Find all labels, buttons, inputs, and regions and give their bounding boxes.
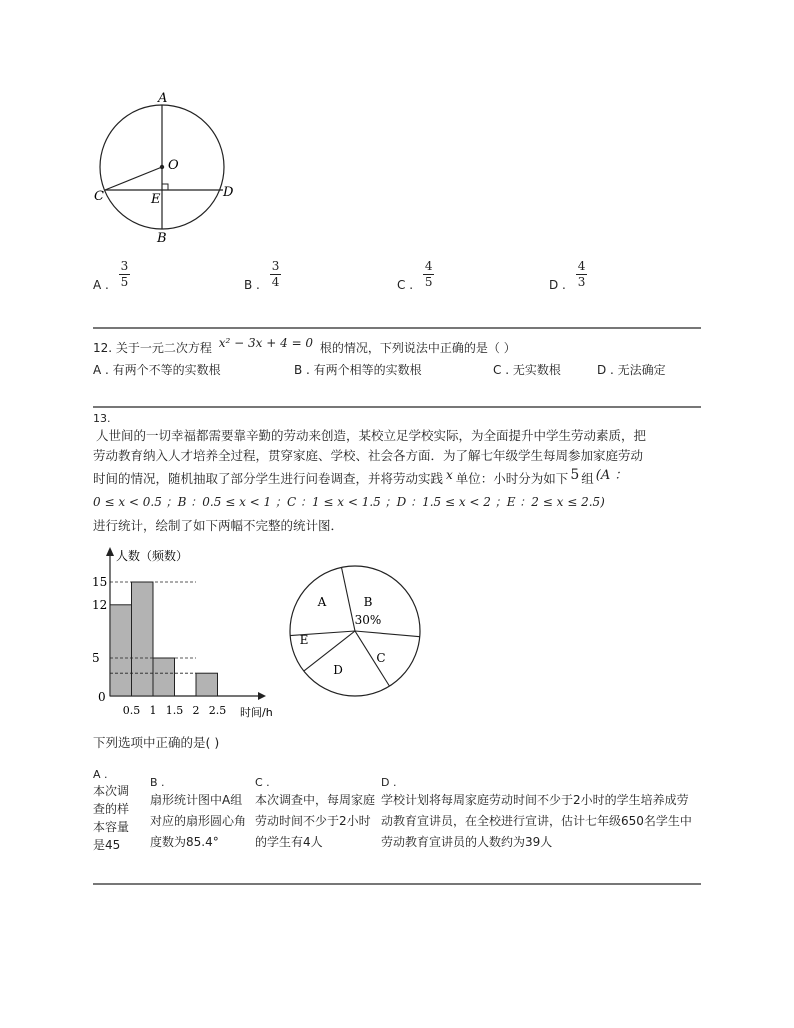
option-label: A .: [93, 277, 109, 292]
q13-option-c[interactable]: [255, 776, 377, 853]
q12-option-a[interactable]: A . 有两个不等的实数根: [93, 363, 221, 377]
right-angle-mark: [162, 184, 168, 190]
y-axis-title: 人数（频数）: [116, 549, 189, 563]
y-tick-label: 12: [92, 597, 108, 612]
line3-text: 时间的情况，随机抽取了部分学生进行问卷调查，并将劳动实践: [93, 471, 444, 486]
pie-slice-label-b: B: [363, 595, 373, 609]
question-suffix: 根的情况，下列说法中正确的是（ ）: [319, 341, 516, 355]
divider: [93, 406, 701, 408]
q13-option-a[interactable]: [93, 768, 139, 854]
q12-option-b[interactable]: B . 有两个相等的实数根: [294, 363, 422, 377]
option-text: 扇形统计图中A组对应的扇形圆心角度数为85.4°: [150, 793, 247, 849]
center-point: [160, 165, 164, 169]
denominator: 4: [271, 275, 280, 289]
option-label: C .: [255, 776, 270, 789]
q11-option-c[interactable]: [397, 259, 434, 292]
q12-option-d[interactable]: D . 无法确定: [597, 363, 666, 377]
segment-co: [105, 167, 162, 190]
pie-slice-label-c: C: [376, 651, 386, 665]
histogram-bar-a: [110, 605, 132, 696]
pie-slice-label-a: A: [317, 595, 327, 609]
question-prefix: 关于一元二次方程: [115, 341, 212, 355]
q13-line-5: 进行统计，绘制了如下两幅不完整的统计图．: [93, 518, 344, 533]
denominator: 3: [577, 275, 586, 289]
option-text: 本次调查中，每周家庭劳动时间不少于2小时的学生有4人: [255, 793, 376, 849]
q13-number: 13.: [93, 412, 111, 425]
option-label: B .: [150, 776, 165, 789]
option-label: C .: [397, 277, 414, 292]
option-label: D .: [549, 277, 566, 292]
label-o: O: [168, 158, 179, 173]
x-tick-label: 1.5: [165, 704, 184, 717]
equation: x² − 3x + 4 = 0: [218, 336, 314, 350]
q12-option-c[interactable]: C . 无实数根: [493, 363, 561, 377]
numerator: 3: [120, 259, 129, 273]
group-a-open: (A ：: [595, 468, 628, 483]
x-tick-label: 1: [149, 704, 157, 717]
label-d: D: [223, 185, 234, 200]
x-tick-label: 2.5: [208, 704, 227, 717]
pie-slice-percent-b: 30%: [354, 613, 382, 627]
q11-option-b[interactable]: [244, 259, 281, 292]
pie-slice-label-d: D: [333, 663, 343, 677]
fraction: [270, 260, 282, 289]
origin-label: 0: [98, 690, 106, 704]
circle-figure: [90, 90, 250, 250]
divider: [93, 327, 701, 329]
label-a: A: [158, 91, 168, 106]
q11-option-a[interactable]: [93, 259, 130, 292]
option-text: 学校计划将每周家庭劳动时间不少于2小时的学生培养成劳动教育宣讲员，在全校进行宣讲，估计七年级650名学生中劳动教育宣讲员的人数约为39人: [381, 793, 692, 849]
x-axis-title: 时间/h: [240, 706, 273, 719]
group-count: 5: [570, 467, 580, 483]
line3-text-3: 组: [581, 471, 594, 486]
q13-line-1: 人世间的一切幸福都需要靠辛勤的劳动来创造，某校立足学校实际，为全面提升中学生劳动素质，把: [96, 428, 647, 443]
label-b: B: [157, 231, 167, 246]
q11-option-d[interactable]: [549, 259, 587, 292]
pie-slice-label-e: E: [299, 633, 309, 647]
q13-line-3: [93, 467, 628, 489]
label-e: E: [151, 192, 161, 207]
numerator: 4: [424, 259, 433, 273]
option-label: B .: [244, 277, 260, 292]
numerator: 3: [271, 259, 280, 273]
q13-line-2: 劳动教育纳入人才培养全过程，贯穿家庭、学校、社会各方面．为了解七年级学生每周参加家庭劳动: [93, 448, 644, 463]
pie-chart: [286, 562, 426, 702]
x-tick-label: 0.5: [122, 704, 141, 717]
q13-option-b[interactable]: [150, 776, 250, 853]
q13-option-d[interactable]: [381, 776, 699, 853]
y-tick-label: 15: [92, 575, 108, 589]
divider: [93, 883, 701, 885]
q13-groups: 0 ≤ x < 0.5 ；B ：0.5 ≤ x < 1 ；C ：1 ≤ x < 1.5 ；D ：1.5 ≤ x < 2 ；E ：2 ≤ x ≤ 2.5): [93, 495, 605, 509]
q12-stem: [93, 336, 516, 357]
option-label: D .: [381, 776, 397, 789]
fraction: [423, 260, 435, 289]
y-axis-arrow: [106, 547, 114, 556]
fraction: [576, 260, 588, 289]
histogram-chart: [86, 542, 286, 722]
line3-text-2: 单位：小时分为如下: [455, 471, 569, 486]
x-tick-label: 2: [192, 704, 200, 717]
numerator: 4: [577, 259, 586, 273]
histogram-bar-c: [153, 658, 175, 696]
fraction: [119, 260, 131, 289]
denominator: 5: [424, 275, 433, 289]
question-number: 12.: [93, 341, 113, 355]
y-tick-label: 5: [92, 651, 100, 665]
x-axis-arrow: [258, 692, 266, 700]
variable-x: x: [446, 468, 453, 482]
histogram-bar-e: [196, 673, 218, 696]
label-c: C: [94, 189, 104, 204]
q13-question: 下列选项中正确的是( ): [93, 735, 220, 750]
denominator: 5: [120, 275, 129, 289]
option-label: A .: [93, 768, 108, 781]
histogram-bar-b: [132, 582, 154, 696]
option-text: 本次调查的样本容量是45: [93, 784, 130, 852]
